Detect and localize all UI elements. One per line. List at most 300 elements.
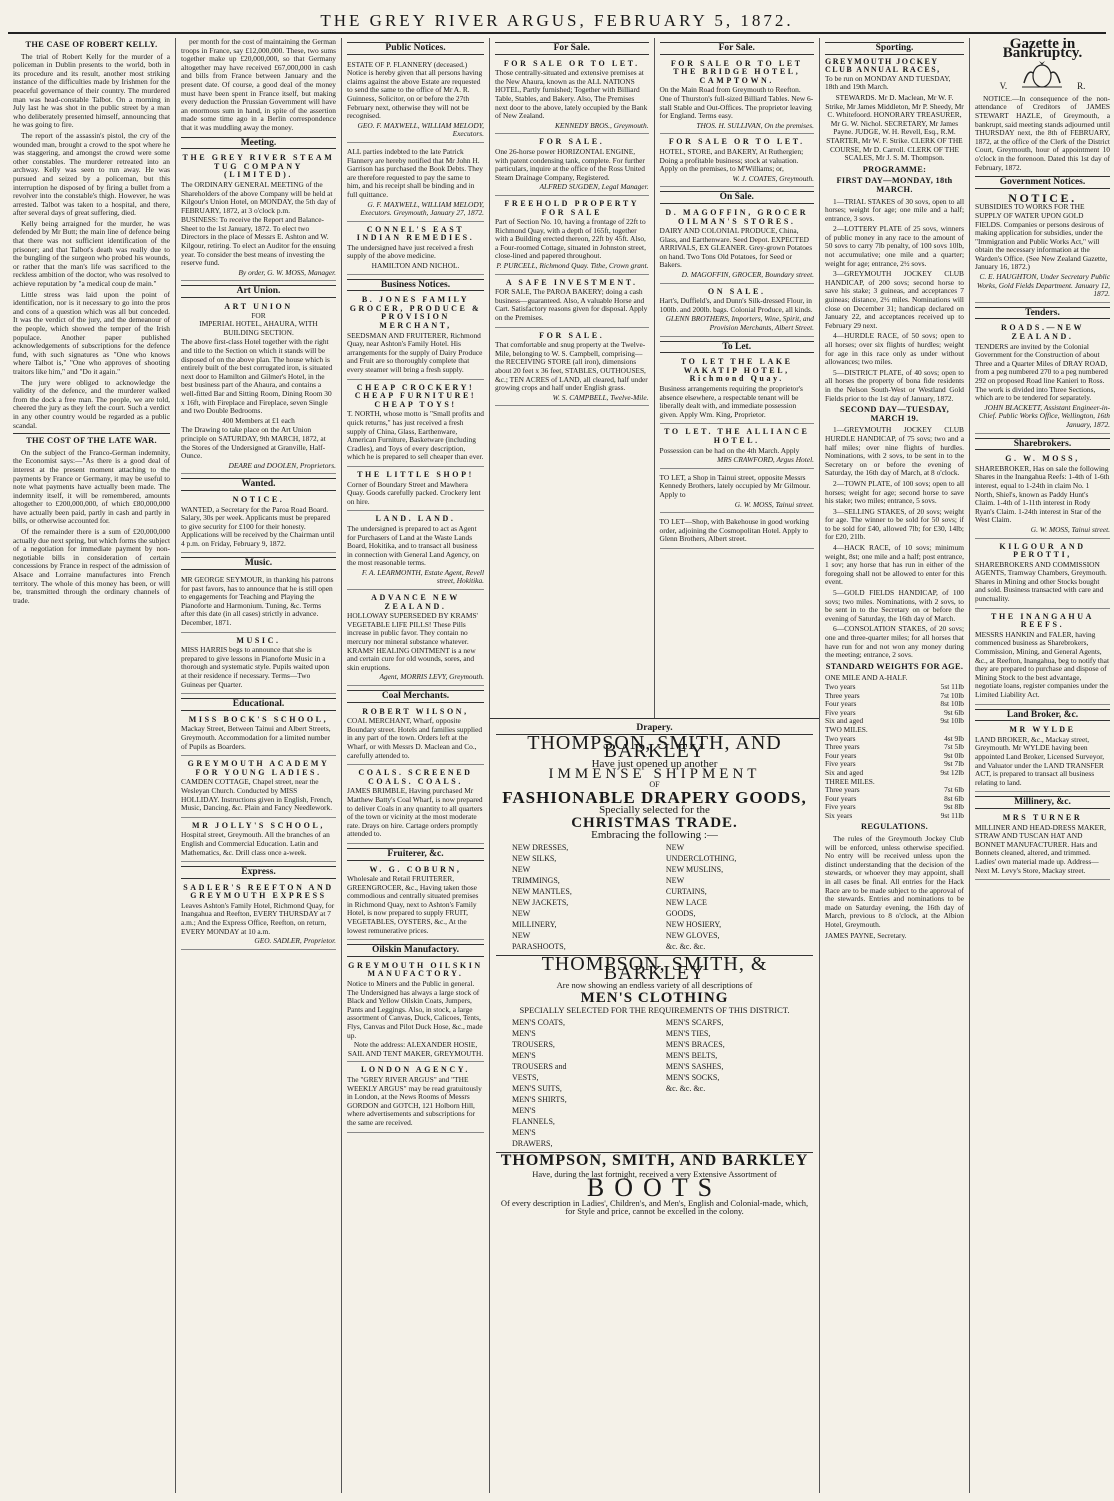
advert-text: Leaves Ashton's Family Hotel, Richmond Quay, for Inangahua and Reefton, EVERY THURSDAY at 7 a.m.; And the Express Office, Reefton, on return, EVERY MONDAY at 10 a.m. xyxy=(181,900,335,936)
advert-text: That comfortable and snug property at the Twelve-Mile, belonging to W. S. Campbell, comprising—the RECEIVING STORE (all iron), dimensions about 20 feet x 36 feet, STABLES, OUTHOUSES, &c.; TEN ACRES of LAND, all cleared, half under growing crops and half under English grass. xyxy=(495,340,648,393)
section-header: Art Union. xyxy=(181,285,336,298)
drapery-item: NEW MANTLES, xyxy=(512,886,572,896)
weights-age: Six and aged xyxy=(825,767,864,777)
advert xyxy=(347,864,484,941)
advert-signature: G. W. MOSS, Tainui street. xyxy=(1030,524,1110,534)
column-3 xyxy=(342,38,490,1493)
drapery-title: THOMPSON, SMITH, AND BARKLEY xyxy=(500,1151,809,1169)
clothing-item: MEN'S SHIRTS, xyxy=(512,1094,567,1104)
advert-text: FOR xyxy=(251,310,266,320)
advert xyxy=(181,301,336,474)
race-stewards: STEWARDS. Mr D. Maclean, Mr W. F. Strike, Mr James Middleton, Mr P. Sheedy, Mr C. Whitefoord. HONORARY TREASURER, Mr G. W. Nichol. SECRETARY, Mr James Payne. JUDGE, W. H. Revell, Esq., R.M. STARTER, Mr W. F. Strike. CLERK OF THE COURSE, Mr D. Carroll. CLERK OF THE SCALES, Mr J. S. M. Thompson. xyxy=(825,92,964,163)
weights-age: Four years xyxy=(825,793,857,803)
drapery-title: THOMPSON, SMITH, AND BARKLEY xyxy=(527,731,782,763)
advert-text: The undersigned is prepared to act as Agent for Purchasers of Land at the Waste Lands Board, Hokitika, and to transact all business in connection with General Land Agency, on the most reasonable terms. xyxy=(347,523,480,568)
weights-value: 4st 9lb xyxy=(944,733,964,743)
advert xyxy=(181,635,336,695)
weights-age: Six years xyxy=(825,810,853,820)
advert xyxy=(181,882,336,950)
advert-text: TENDERS are invited by the Colonial Government for the Construction of about Three and a Quarter Miles of DRAY ROAD, from a peg numbered 270 to a peg numbered 292 on proposed Road line Kanieri to Ross. The work is divided into Three Sections, which are to be tendered for separately. xyxy=(975,341,1108,403)
weights-row xyxy=(825,812,964,821)
weights-value: 9st 10lb xyxy=(940,716,964,726)
advert xyxy=(181,714,336,756)
advert-title: MR JOLLY'S SCHOOL, xyxy=(192,820,325,830)
advert-title: MRS TURNER xyxy=(1002,812,1083,822)
race-item: 2—LOTTERY PLATE of 25 sovs, winners of public money in any race to the amount of 50 sovs to carry 7lb penalty, of 100 sovs 10lb, not accumulative; one mile and a quarter; weight for age; entrance, 2½ sovs. xyxy=(825,224,964,268)
advert-text: The ORDINARY GENERAL MEETING of the Shareholders of the above Company will be held at Kilgour's Union Hotel, on MONDAY, the 5th day of FEBRUARY, 1872, at 3 o'clock p.m. xyxy=(181,179,336,215)
advert-text: The above first-class Hotel together with the right and title to the Section on which it stands will be disposed of on the above plan. The house which is entirely built of the best corrugated iron, is situated next door to Hamilton and Gilmer's Hotel, in the best business part of the Ahaura, and contains a well-fitted Bar and Sitting Room, Dining Room 30 x 16ft, with Fireplace and Fireplace, seven Single and two Double Bedrooms. xyxy=(181,337,333,416)
advert xyxy=(975,322,1110,433)
advert xyxy=(975,724,1110,792)
advert-signature: Agent, MORRIS LEVY, Greymouth. xyxy=(379,672,484,682)
advert-signature: G. F. MAXWELL, WILLIAM MELODY, Executors. Greymouth, January 27, 1872. xyxy=(360,199,484,218)
race-title: GREYMOUTH JOCKEY CLUB ANNUAL RACES, xyxy=(825,56,941,75)
section-header: For Sale. xyxy=(495,42,649,55)
advert xyxy=(660,207,815,284)
advert-title: LAND. LAND. xyxy=(375,514,456,524)
advert xyxy=(975,611,1110,705)
drapery-item: NEW PARASHOOTS, xyxy=(512,930,566,951)
advert xyxy=(347,469,484,511)
weights-age: Three years xyxy=(825,785,860,795)
section-header: To Let. xyxy=(660,341,815,354)
clothing-list-right xyxy=(666,1017,797,1149)
advert-signature: D. MAGOFFIN, GROCER, Boundary street. xyxy=(681,270,814,280)
section-header: Sharebrokers. xyxy=(975,438,1110,451)
advert-signature: ALFRED SUGDEN, Legal Manager. xyxy=(539,182,649,192)
boots-heading: BOOTS xyxy=(586,1173,723,1203)
advert xyxy=(495,330,649,407)
clothing-list-left xyxy=(512,1017,643,1149)
weights-sub: TWO MILES. xyxy=(825,724,868,734)
clothing-item: MEN'S BRACES, xyxy=(665,1039,725,1049)
advert-title: FOR SALE. xyxy=(539,330,605,340)
advert xyxy=(347,382,484,467)
clothing-item: MEN'S SUITS, xyxy=(512,1083,562,1093)
advert-title: ROBERT WILSON, xyxy=(362,706,469,716)
drapery-item: NEW TRIMMINGS, xyxy=(512,864,560,885)
advert-title: ON SALE. xyxy=(707,286,766,296)
column-7 xyxy=(970,38,1114,1493)
column-5 xyxy=(655,38,820,718)
article-paragraph: On the subject of the Franco-German indemnity, the Economist says:—"As there is a good deal of interest at the present moment attaching to the payments by France or Germany, it may be useful to note what payments have actually been made. The indemnity itself, it will be remembered, amounts altogether to £200,000,000, of which £80,000,000 have actually been paid, partly in cash and partly in bills, or otherwise accounted for. xyxy=(13,447,170,526)
advert xyxy=(660,136,815,187)
article-paragraph: per month for the cost of maintaining the German troops in France, say £12,000,000. These, two sums together make up £20,000,000, so that Germany altogether may have received £67,000,000 in cash and bills from France between January and the present date. Of course, a good deal of the money must have been spent in France itself, but making every deduction the Prussian Government will have an enormous sum in hand, in spite of the assertion made some time ago in a Berlin correspondence that it was muddling away the money. xyxy=(181,38,336,132)
weights-age: Five years xyxy=(825,802,856,812)
clothing-item: MEN'S TROUSERS and VESTS, xyxy=(512,1050,567,1082)
advert xyxy=(347,145,484,222)
weights-age: Five years xyxy=(825,707,856,717)
advert-signature: F. A. LEARMONTH, Estate Agent, Revell street, Hokitika. xyxy=(361,567,484,586)
section-header: Millinery, &c. xyxy=(975,796,1110,809)
notice-text: NOTICE.—In consequence of the non-attendance of Creditors of JAMES STEWART HAZLE, of Greymouth, a bankrupt, said meeting stands adjourned until THURSDAY next, the 8th of FEBRUARY, 1872, at the office of the Clerk of the District Court, Greymouth, hour of appointment 10 o'clock in the forenoon. Dated this 1st day of February, 1872. xyxy=(975,93,1110,172)
advert-title: THE GREY RIVER STEAM TUG COMPANY (LIMITED). xyxy=(182,153,335,180)
advert-text: Part of Section No. 10, having a frontage of 22ft to Richmond Quay, with a depth of 165ft, together with a Building erected thereon, 22ft by 45ft. Also, a Four-roomed Cottage, situated in Johnston street, close-lined and papered throughout. xyxy=(495,217,646,261)
advert-text: Wholesale and Retail FRUITERER, GREENGROCER, &c., Having taken those commodious and centrally situated premises in Richmond Quay, next to Ashton's Family Hotel, is now prepared to supply FRUIT, VEGETABLES, OYSTERS, &c., At the lowest remunerative prices. xyxy=(347,874,479,935)
article-paragraph: Kelly being arraigned for the murder, he was defended by Mr Butt; the main line of defence being that there was not sufficient identification of the prisoner; and that Talbot's death was really due to the bungling of the surgeon who probed his wounds, or rather that the man's life was sacrificed to the reckless ambition of the doctor, who was resolved to achieve reputation by "a medical coup de main." xyxy=(13,218,170,289)
weights-age: Five years xyxy=(825,759,856,769)
divider xyxy=(13,433,170,434)
advert xyxy=(181,758,336,818)
weights-age: Three years xyxy=(825,690,860,700)
clothing-item: MEN'S SOCKS, xyxy=(665,1072,720,1082)
advert-text: On the Main Road from Greymouth to Reefton. One of Thurston's full-sized Billiard Tables. New 6-stall Stable and Out-Offices. The proprietor leaving for England. Terms easy. xyxy=(659,85,814,121)
day-heading: FIRST DAY—MONDAY, 18th MARCH. xyxy=(836,176,953,194)
gazette-heading: Gazette in Bankruptcy. xyxy=(1002,38,1083,61)
advert-signature: THOS. H. SULLIVAN, On the premises. xyxy=(696,120,814,130)
section-header: Oilskin Manufactory. xyxy=(347,944,484,957)
advert-text: BUSINESS: To receive the Report and Balance-Sheet to the 1st January, 1872. To elect two Directors in the place of Messrs E. Ashton and W. Kilgour, retiring. To elect an Auditor for the ensuing year. To consider the best means of investing the reserve fund. xyxy=(181,215,336,268)
weights-age: Four years xyxy=(825,750,857,760)
advert xyxy=(181,820,336,862)
drapery-line: CHRISTMAS TRADE. xyxy=(571,814,738,831)
weights-value: 9st 11lb xyxy=(940,810,964,820)
column-4-5 xyxy=(490,38,820,1493)
advert-text: HOLLOWAY SUPERSEDED BY KRAMS' VEGETABLE LIFE PILLS! These Pills increase in public favor. They contain no mercury nor mineral substance whatever. KRAMS' HEALING OINTMENT is a new and certain cure for old wounds, sores, and skin eruptions. xyxy=(347,611,478,672)
race-item: 3—SELLING STAKES, of 20 sovs; weight for age. The winner to be sold for 50 sovs; if to be sold for £40, allowed 7lb; for £30, 14lb; for £20, 21lb. xyxy=(825,506,964,542)
advert-title: G. W. MOSS, xyxy=(1005,454,1080,464)
masthead-title: THE GREY RIVER ARGUS, FEBRUARY 5, 1872. xyxy=(320,11,794,30)
advert-title: NOTICE. xyxy=(232,494,285,504)
advert xyxy=(347,58,484,143)
weights-value: 8st 10lb xyxy=(940,699,964,709)
advert-title: ROADS.—NEW ZEALAND. xyxy=(1000,323,1085,342)
advert xyxy=(181,152,336,281)
weights-age: Two years xyxy=(825,733,856,743)
advert xyxy=(347,224,484,275)
advert-title: THE LITTLE SHOP! xyxy=(357,469,474,479)
advert-signature: W. J. COATES, Greymouth. xyxy=(732,173,814,183)
advert-title: D. MAGOFFIN, GROCER OILMAN'S STORES. xyxy=(665,207,809,226)
advert xyxy=(975,192,1110,303)
advert-title: FREEHOLD PROPERTY FOR SALE xyxy=(504,198,640,217)
advert-text: ESTATE OF P. FLANNERY (deceased.) Notice is hereby given that all persons having claims against the above Estate are requested to send the same to the office of Mr A. R. Guinness, Solicitor, on or before the 27th February next, otherwise they will not be recognised. xyxy=(347,59,483,121)
article-paragraph: The jury were obliged to acknowledge the validity of the defence, and the murderer walked from the dock a free man. The people, we are told, cheered the jury as they left the court. Such a verdict in any other country would be regarded as a public scandal. xyxy=(13,377,170,430)
column-6 xyxy=(820,38,970,1493)
drapery-list xyxy=(496,842,813,952)
advert xyxy=(347,767,484,844)
advert-title: THE INANGAHUA REEFS. xyxy=(991,611,1094,630)
advert-title: A SAFE INVESTMENT. xyxy=(505,277,638,287)
advert-text: The "GREY RIVER ARGUS" and "THE WEEKLY ARGUS" may be read gratuitously in London, at the News Rooms of Messrs GORDON and GOTCH, 121 Holborn Hill, where advertisements and subscriptions for the same are received. xyxy=(347,1074,482,1127)
weights-age: Six and aged xyxy=(825,716,864,726)
clothing-item: MEN'S DRAWERS, xyxy=(512,1127,553,1148)
weights-sub: THREE MILES. xyxy=(825,776,875,786)
race-item: 1—TRIAL STAKES of 30 sovs, open to all horses; weight for age; one mile and a half; entrance, 3 sovs. xyxy=(825,196,964,223)
advert-title: FOR SALE OR TO LET THE BRIDGE HOTEL, CAMPTOWN. xyxy=(670,58,803,85)
advert-text: COAL MERCHANT, Wharf, opposite Boundary street. Hotels and families supplied in any part of the town. Orders left at the Wharf, or with Messrs D. Maclean and Co., carefully attended to. xyxy=(347,716,483,760)
advert-title: NOTICE. xyxy=(1008,190,1077,205)
column-2 xyxy=(176,38,342,1493)
article-heading: THE CASE OF ROBERT KELLY. xyxy=(25,40,158,49)
crest-letter: R. xyxy=(1077,81,1086,92)
race-item: 5—GOLD FIELDS HANDICAP, of 100 sovs; two miles. Nominations, with 2 sovs, to be sent in to the Secretary on or before the evening of Saturday, the 16th day of March. xyxy=(825,588,964,623)
advert xyxy=(347,960,484,1063)
masthead xyxy=(8,10,1106,34)
drapery-item: NEW MUSLINS, xyxy=(665,864,724,874)
advert-title: FOR SALE OR TO LET. xyxy=(668,137,805,147)
advert xyxy=(347,1064,484,1132)
drapery-item: NEW JACKETS, xyxy=(512,897,569,907)
advert-text: ALL parties indebted to the late Patrick Flannery are hereby notified that Mr John H. Garrison has purchased the Book Debts. They are therefore requested to pay the same to him, and his receipt shall be binding and in full quittance. xyxy=(347,146,483,199)
advert xyxy=(660,471,815,513)
advert-title: TO LET. THE ALLIANCE HOTEL. xyxy=(664,427,810,445)
advert-title: TO LET THE LAKE WAKATIP HOTEL, Richmond Quay. xyxy=(680,357,793,384)
drapery-list-left xyxy=(512,842,643,952)
section-header: Meeting. xyxy=(181,137,336,150)
advert-text: Business arrangements requiring the proprietor's absence elsewhere, a respectable tenant will be liberally dealt with, and immediate possession given. Apply Wm. King, Proprietor. xyxy=(659,384,803,419)
race-dates: To be run on MONDAY AND TUESDAY, 18th and 19th March. xyxy=(825,73,951,92)
drapery-line: Have just opened up another xyxy=(591,757,718,770)
advert xyxy=(347,592,484,686)
article-paragraph: The trial of Robert Kelly for the murder of a policeman in Dublin presents to the world, both in its procedure and its result, another most striking instance of the difficulties made by Irishmen for the peaceful governance of their country. The murdered man was head-constable Talbot. On a morning in July last he was shot in the public street by a man who deliberately presented himself, announcing that he was going to fire. xyxy=(13,51,170,130)
race-item: 4—HACK RACE, of 10 sovs; minimum weight, 8st; one mile and a half; post entrance, 1 sov; any horse that has run in either of the foregoing shall not be allowed to enter for this event. xyxy=(825,543,964,587)
drapery-line: FASHIONABLE DRAPERY GOODS, xyxy=(502,787,807,807)
advert xyxy=(495,277,649,328)
advert-title: GREYMOUTH OILSKIN MANUFACTORY. xyxy=(348,960,483,979)
advert xyxy=(660,356,815,424)
section-header: Sporting. xyxy=(825,42,964,55)
race-item: 2—TOWN PLATE, of 100 sovs; open to all horses; weight for age; second horse to save his stake; two miles; entrance, 5 sovs. xyxy=(825,478,964,506)
weights-value: 9st 0lb xyxy=(944,750,964,760)
advert-text: The undersigned have just received a fresh supply of the above medicine. xyxy=(347,242,474,261)
section-header: Land Broker, &c. xyxy=(975,709,1110,722)
regulations-text: The rules of the Greymouth Jockey Club will be enforced, unless otherwise specified. No entry will be received unless upon the distinct understanding that the decision of the stewards, or whoever they may appoint, shall in all cases be final. All entries for the Hack Race are to be made subject to the approval of the stewards. Entries and nominations to be made on Saturday evening, the 16th day of March, previous to 8 o'clock, at the Albion Hotel, Greymouth. xyxy=(825,834,964,929)
advert-title: MUSIC. xyxy=(236,635,281,645)
advert-text: MESSRS HANKIN and FALER, having commenced business as Sharebrokers, Commission, Mining, and General Agents, &c., at Reefton, Inangahua, beg to notify that they are prepared to purchase and dispose of Mining Stock to the best advantage, negotiate loans, register companies under the Limited Liability Act. xyxy=(975,629,1110,699)
advert xyxy=(495,198,649,275)
advert-text: One 26-horse power HORIZONTAL ENGINE, with patent condensing tank, complete. For further particulars, inquire at the office of the Ross United Steam Drainage Company, Registered. xyxy=(495,146,645,182)
advert-title: MR WYLDE xyxy=(1009,725,1076,735)
drapery-line: Of every description in Ladies', Children's, and Men's, English and Colonial-made, which, for Style and price, cannot be excelled in the colony. xyxy=(500,1197,809,1217)
race-item: 5—DISTRICT PLATE, of 40 sovs; open to all horses the property of bona fide residents in the Nelson South-West or Westland Gold Fields prior to the 1st day of January, 1872. xyxy=(825,367,964,403)
drapery-line: OF xyxy=(649,779,660,789)
weights-value: 7st 5lb xyxy=(944,742,964,752)
drapery-advert xyxy=(490,719,819,1218)
regulations-heading: REGULATIONS. xyxy=(861,822,928,832)
section-header: For Sale. xyxy=(660,42,815,55)
section-header: Fruiterer, &c. xyxy=(347,848,484,861)
advert-subtitle: IMPERIAL HOTEL, AHAURA, WITH BUILDING SECTION. xyxy=(199,319,318,337)
drapery-line: Embracing the following :— xyxy=(591,829,718,842)
clothing-list xyxy=(496,1017,813,1149)
advert xyxy=(660,426,815,468)
clothing-item: MEN'S TROUSERS, xyxy=(512,1028,555,1049)
royal-crest xyxy=(975,61,1110,91)
drapery-title: THOMPSON, SMITH, & BARKLEY xyxy=(541,952,768,984)
section-header: Coal Merchants. xyxy=(347,690,484,703)
section-header: Educational. xyxy=(181,698,336,711)
section-header: Tenders. xyxy=(975,307,1110,320)
weights-age: Two years xyxy=(825,681,856,691)
advert-signature: G. W. MOSS, Tainui street. xyxy=(734,499,814,509)
advert-title: LONDON AGENCY. xyxy=(360,1065,470,1075)
advert-signature: Note the address: ALEXANDER HOSIE, SAIL AND TENT MAKER, GREYMOUTH. xyxy=(347,1040,484,1058)
weights-value: 9st 8lb xyxy=(944,802,964,812)
advert-text: JAMES BRIMBLE, Having purchased Mr Matthew Batty's Coal Wharf, is now prepared to deliver Coals in any quantity to all quarters of the town or vicinity at the most moderate rate. Drays on hire. Cartage orders promptly attended to. xyxy=(347,786,483,839)
programme-heading: PROGRAMME: xyxy=(862,164,927,174)
weights-heading: STANDARD WEIGHTS FOR AGE. xyxy=(825,661,964,671)
clothing-item: MEN'S COATS, xyxy=(512,1017,566,1027)
drapery-item: NEW MILLINERY, xyxy=(512,908,557,929)
article-paragraph: Of the remainder there is a sum of £20,000,000 actually due next spring, but which forms the subject of a negotiation for immediate payment by non-negotiable bills in consideration of certain concessions by France in respect of the admission of Alsace and Lorraine manufactures into French territory. The whole of this money has been, or will be, transmitted through the ordinary channels of trade. xyxy=(13,527,170,605)
race-item: 4—HURDLE RACE, of 50 sovs; open to all horses; over six flights of hurdles; weight for age in this race only as under without allowances; two miles. xyxy=(825,331,964,367)
weights-value: 9st 12lb xyxy=(940,767,964,777)
advert-title: ART UNION xyxy=(224,302,293,312)
advert-title: W. G. COBURN, xyxy=(369,864,462,874)
advert-signature: MRS CRAWFORD, Argus Hotel. xyxy=(717,455,814,465)
day-heading: SECOND DAY—TUESDAY, MARCH 19. xyxy=(839,405,950,423)
drapery-item: NEW GLOVES, xyxy=(665,930,720,940)
advert-text: Hart's, Duffield's, and Dunn's Silk-dressed Flour, in 100lb. and 200lb. bags. Colonial Produce, all kinds. xyxy=(659,296,813,314)
advert-signature: By order, G. W. MOSS, Manager. xyxy=(238,267,336,277)
advert-text: LAND BROKER, &c., Mackay street, Greymouth. Mr WYLDE having been appointed Land Broker, Licensed Surveyor, and Valuator under the LAND TRANSFER ACT, is prepared to transact all business relating to land. xyxy=(975,734,1105,787)
advert-title: COALS. SCREENED COALS. COALS. xyxy=(358,768,473,786)
section-header: Business Notices. xyxy=(347,279,484,292)
advert xyxy=(660,58,815,135)
article-paragraph: Little stress was laid upon the point of identification, nor is it necessary to go into the pros and cons of a question which was all but conceded. It was the verdict of the jury, and the demeanour of the people, which showed the temper of the Irish populace. Another paper published acknowledgements of subscriptions for the defence fund, with such signatures as "One who knows where Talbot is," "One who approves of shooting traitors like him," and "Do it again." xyxy=(13,289,170,376)
crest-icon xyxy=(1012,61,1072,89)
advert-text: Possession can be had on the 4th March. Apply xyxy=(659,445,800,455)
section-header: Drapery. xyxy=(496,723,813,735)
race-item: 1—GREYMOUTH JOCKEY CLUB HURDLE HANDICAP, of 75 sovs; two and a half miles; over nine flights of hurdles. Nominations, with 2 sovs, to be sent in to the Secretary on or before the evening of Saturday, the 16th day of March, at 8 o'clock. xyxy=(825,425,964,478)
advert xyxy=(975,812,1110,880)
clothing-item: MEN'S SCARFS, xyxy=(665,1017,724,1027)
drapery-line: Are now showing an endless variety of all descriptions of xyxy=(556,980,753,991)
weights-table xyxy=(825,683,964,726)
drapery-list-right xyxy=(666,842,797,952)
drapery-line: MEN'S CLOTHING xyxy=(580,989,729,1006)
clothing-item: MEN'S TIES, xyxy=(665,1028,711,1038)
weights-value: 7st 6lb xyxy=(944,785,964,795)
advert-text: TO LET—Shop, with Bakehouse in good working order, adjoining the Cosmopolitan Hotel. Apply to Glenn Brothers, Albert street. xyxy=(659,517,810,544)
advert xyxy=(181,494,336,554)
advert-text: MISS HARRIS begs to announce that she is prepared to give lessons in Pianoforte Music in a thorough and systematic style. Pupils waited upon at their residence if necessary. Terms—Two Guineas per Quarter. xyxy=(181,645,330,689)
weights-sub: ONE MILE AND A-HALF. xyxy=(825,673,908,683)
advert xyxy=(660,515,815,549)
advert xyxy=(660,286,815,337)
drapery-item: &c. &c. &c. xyxy=(665,941,706,951)
advert-text: MILLINER AND HEAD-DRESS MAKER, STRAW AND TUSCAN HAT AND BONNET MANUFACTURER. Hats and Bonnets cleaned, altered, and trimmed. Ladies' own material made up. Address—Next M. Levy's Store, Mackay street. xyxy=(975,822,1106,875)
weights-value: 5st 11lb xyxy=(940,681,964,691)
advert-text: The Drawing to take place on the Art Union principle on SATURDAY, 9th MARCH, 1872, at the Stores of the Undersigned at Granville, Half-Ounce. xyxy=(181,425,326,461)
advert-signature: JAMES PAYNE, Secretary. xyxy=(825,930,907,940)
advert-text: DAIRY AND COLONIAL PRODUCE, China, Glass, and Earthenware. Seed Depot. EXPECTED ARRIVALS, EX GLEANER. Grey-grown Potatoes on hand. Two Tons Old Potatoes, for Seed or Bakers. xyxy=(659,226,813,270)
advert-text: SHAREBROKER, Has on sale the following Shares in the Inangahua Reefs: 1-4th of 1-6th interest, equal to 1-24th in claim No. 1 North, Shiel's, known as Paddy Hunt's Claim. 1-4th of 1-11th interest in Rody Ryan's Claim. 1-24th interest in Star of the West Claim. xyxy=(975,463,1110,525)
advert-text: T. NORTH, whose motto is "Small profits and quick returns," has just received a fresh supply of China, Glass, Earthenware, American Furniture, Basketware (including Cradles), and Toys of every description, which he is prepared to sell cheaper than ever. xyxy=(347,409,484,462)
column-1 xyxy=(8,38,176,1493)
advert-text: Notice to Miners and the Public in general. The Undersigned has always a large stock of Black and Yellow Oilskin Coats, Jumpers, Pants and Leggings. Also, in stock, a large assortment of Canvas, Duck, Calicoes, Tents, Flys, Canvas and Pilot Duck Hose, &c., made up. xyxy=(347,979,483,1040)
advert xyxy=(347,513,484,590)
advert-title: B. JONES FAMILY GROCER, PRODUCE & PROVISION MERCHANT, xyxy=(349,295,482,331)
clothing-item: MEN'S BELTS, xyxy=(665,1050,718,1060)
section-header: Music. xyxy=(181,557,336,570)
advert-text: SHAREBROKERS AND COMMISSION AGENTS, Tramway Chambers, Greymouth. Shares in Mining and other Stocks bought and sold. Business transacted with care and punctuality. xyxy=(975,559,1107,604)
clothing-item: MEN'S FLANNELS, xyxy=(512,1105,555,1126)
advert-text: FOR SALE, The PAROA BAKERY; doing a cash business—guaranteed. Also, A valuable Horse and Cart. Satisfactory reasons given for disposal. Apply on the Premises. xyxy=(495,287,648,323)
advert xyxy=(495,58,649,135)
advert xyxy=(347,706,484,766)
race-item: 6—CONSOLATION STAKES, of 20 sovs; one and three-quarter miles; for all horses that have run for and not won any money during the meeting; entrance, 2 sovs. xyxy=(825,624,964,660)
advert-signature: GLENN BROTHERS, Importers, Wine, Spirit, and Provision Merchants, Albert Street. xyxy=(665,314,814,333)
advert-signature: GEO. SADLER, Proprietor. xyxy=(254,936,336,946)
article-heading: THE COST OF THE LATE WAR. xyxy=(26,436,157,446)
advert-title: FOR SALE OR TO LET. xyxy=(503,58,640,68)
weights-age: Four years xyxy=(825,699,857,709)
advert-title: CHEAP CROCKERY! CHEAP FURNITURE! CHEAP TOYS! xyxy=(354,382,477,409)
advert-text: TO LET, a Shop in Tainui street, opposite Messrs Kennedy Brothers, lately occupied by Mr Gilmour. Apply to xyxy=(659,472,811,499)
advert-signature: C. E. HAUGHTON, Under Secretary Public Works, Gold Fields Department. January 12, 1872. xyxy=(976,272,1110,299)
drapery-item: NEW SILKS, xyxy=(512,853,557,863)
advert-text: WANTED, a Secretary for the Paroa Road Board. Salary, 30s per week. Applicants must be prepared to give security for £100 for their honesty. Applications will be received by the Chairman until 4 p.m. on Friday, February 9, 1872. xyxy=(181,504,335,548)
drapery-line: Specially selected for the xyxy=(599,804,710,817)
advert xyxy=(495,136,649,196)
section-header: Wanted. xyxy=(181,478,336,491)
weights-age: Three years xyxy=(825,742,860,752)
drapery-item: NEW LACE GOODS, xyxy=(665,897,707,918)
advert-title: CONNEL'S EAST INDIAN REMEDIES. xyxy=(356,224,475,243)
advert-title: SADLER'S REEFTON AND GREYMOUTH EXPRESS xyxy=(183,882,334,901)
section-header: Express. xyxy=(181,866,336,879)
crest-letter: V. xyxy=(999,81,1008,92)
weights-table xyxy=(825,735,964,778)
advert-title: ADVANCE NEW ZEALAND. xyxy=(371,593,460,611)
advert-title: MISS BOCK'S SCHOOL, xyxy=(188,714,329,724)
drapery-item: NEW HOSIERY, xyxy=(665,919,722,929)
drapery-line: SPECIALLY SELECTED FOR THE REQUIREMENTS OF THIS DISTRICT. xyxy=(519,1005,790,1016)
advert-text: 400 Members at £1 each xyxy=(222,415,295,425)
weights-value: 7st 10lb xyxy=(940,690,964,700)
advert-text: Corner of Boundary Street and Mawhera Quay. Goods carefully packed. Crockery lent on hire. xyxy=(347,479,481,506)
advert xyxy=(347,294,484,379)
advert-title: KILGOUR AND PEROTTI, xyxy=(999,541,1086,560)
advert-signature: P. PURCELL, Richmond Quay. Tithe, Crown grant. xyxy=(496,261,649,271)
weights-value: 8st 6lb xyxy=(944,793,964,803)
advert-text: MR GEORGE SEYMOUR, in thanking his patrons for past favors, has to announce that he is still open to engagements for Teaching and Playing the Pianoforte and Harmonium. Tuning, &c. Terms after this date (in all cases) strictly in advance. December, 1871. xyxy=(181,575,334,628)
section-header: Public Notices. xyxy=(347,42,484,55)
drapery-item: NEW DRESSES, xyxy=(512,842,569,852)
race-item: 3—GREYMOUTH JOCKEY CLUB HANDICAP, of 200 sovs; second horse to save his stake; 3 guineas, and acceptances 7 guineas; distance, 2½ miles. Nominations will close on December 31; handicap declared on January 22, and acceptances received up to February 29 next. xyxy=(825,269,964,330)
advert-signature: DEARE and DOOLEN, Proprietors. xyxy=(228,460,336,470)
advert-title: GREYMOUTH ACADEMY FOR YOUNG LADIES. xyxy=(187,759,330,777)
advert xyxy=(181,573,336,633)
weights-value: 9st 7lb xyxy=(944,759,964,769)
upper-ads xyxy=(490,38,819,719)
drapery-line: Have, during the last fortnight, received a very Extensive Assortment of xyxy=(532,1168,777,1179)
advert-text: Hospital street, Greymouth. All the branches of an English and Commercial Education. Latin and Mathematics, &c. Drill class once a-week. xyxy=(181,830,330,857)
clothing-item: MEN'S SASHES, xyxy=(665,1061,724,1071)
column-4 xyxy=(490,38,655,718)
advert-text: SUBSIDIES TO WORKS FOR THE SUPPLY OF WATER UPON GOLD FIELDS. Companies or persons desirous of making application for subsidies, under the "Immigration and Public Works Act," will obtain the necessary information at the Warden's Office. (See New Zealand Gazette, January 16, 1872.) xyxy=(975,202,1108,272)
advert-signature: W. S. CAMPBELL, Twelve-Mile. xyxy=(552,392,649,402)
section-header: On Sale. xyxy=(660,191,815,204)
advert-text: SEEDSMAN AND FRUITERER, Richmond Quay, near Ashton's Family Hotel. His arrangements for the supply of Dairy Produce and Fruit are so thoroughly complete that every steamer will bring a fresh supply. xyxy=(347,330,483,374)
weights-value: 9st 6lb xyxy=(944,707,964,717)
advert-signature: GEO. F. MAXWELL, WILLIAM MELODY, Executors. xyxy=(357,120,484,139)
advert-signature: JOHN BLACKETT, Assistant Engineer-in-Chief. Public Works Office, Wellington, 16th January, 1872. xyxy=(978,402,1110,429)
advert-text: Those centrally-situated and extensive premises at the New Ahaura, known as the ALL NATIONS HOTEL, Partly furnished; Together with Billiard Table, Stables, and Bakery. Also, The Premises next door to the above, lately occupied by the Bank of New Zealand. xyxy=(495,68,648,121)
drapery-line: IMMENSE SHIPMENT xyxy=(548,766,761,783)
advert-text: Mackay Street, Between Tainui and Albert Streets, Greymouth. Accommodation for a limited number of Pupils as Boarders. xyxy=(181,724,331,751)
advert-text: HOTEL, STORE, and BAKERY, At Ruthergien; Doing a profitable business; stock at valuation. Apply on the premises, to M'Williams; or, xyxy=(659,146,804,174)
weights-table xyxy=(825,786,964,820)
section-header: Government Notices. xyxy=(975,176,1110,189)
advert-title: FOR SALE. xyxy=(539,137,605,147)
advert xyxy=(975,541,1110,609)
advert-signature: KENNEDY BROS., Greymouth. xyxy=(554,120,649,130)
advert xyxy=(975,453,1110,538)
advert-signature: HAMILTON AND NICHOL. xyxy=(371,261,460,271)
